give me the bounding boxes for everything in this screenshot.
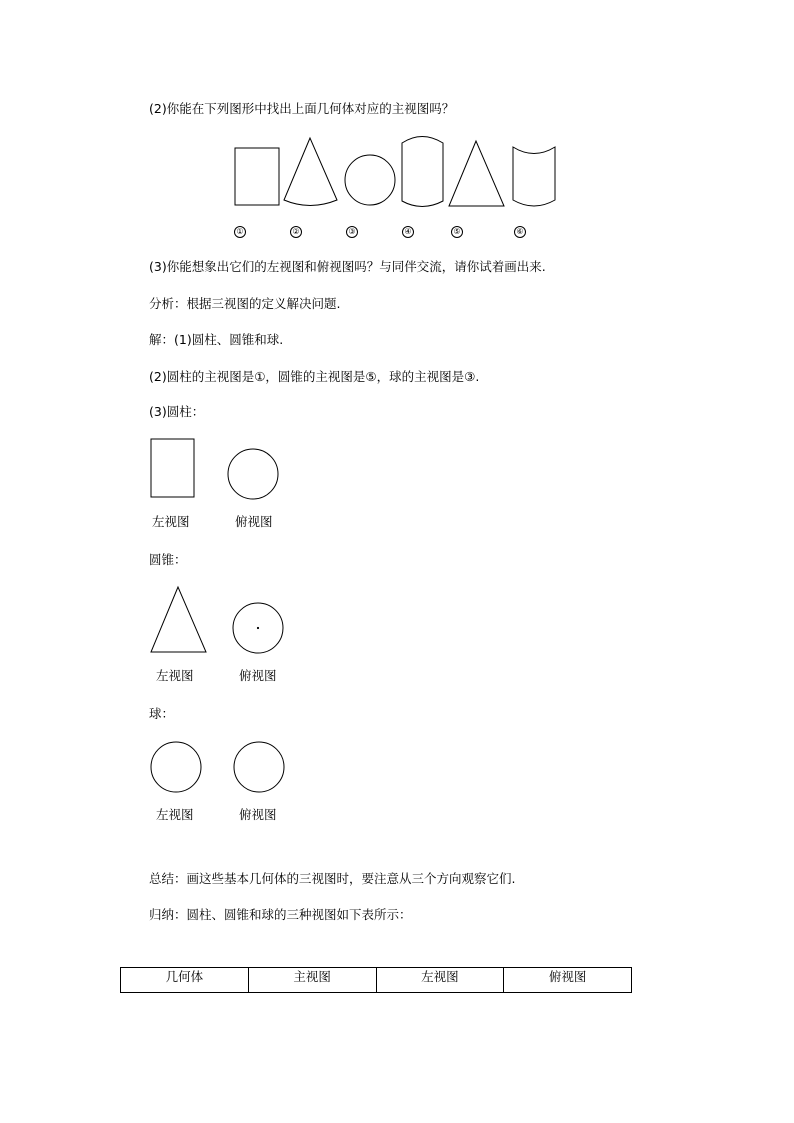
sphere-top-label: 俯视图 — [239, 807, 277, 822]
analysis: 分析：根据三视图的定义解决问题. — [149, 296, 341, 311]
solution-2: (2)圆柱的主视图是①，圆锥的主视图是⑤，球的主视图是③. — [149, 369, 480, 384]
table-header-front-view: 主视图 — [248, 968, 376, 993]
shape-number-1: ① — [234, 226, 246, 238]
cone-left-view — [151, 587, 206, 652]
sphere-left-view — [151, 742, 201, 792]
cone-heading: 圆锥： — [149, 552, 187, 567]
table-header-left-view: 左视图 — [376, 968, 504, 993]
cylinder-top-view — [228, 449, 278, 499]
summary: 总结：画这些基本几何体的三视图时，要注意从三个方向观察它们. — [149, 871, 516, 886]
cone-top-label: 俯视图 — [239, 668, 277, 683]
table-header-row — [121, 968, 632, 993]
cone-left-label: 左视图 — [156, 668, 194, 683]
shape-4-cylinder — [402, 137, 443, 207]
shape-number-3: ③ — [346, 226, 358, 238]
shape-number-4: ④ — [402, 226, 414, 238]
table-header-top-view: 俯视图 — [504, 968, 632, 993]
sphere-top-view — [234, 742, 284, 792]
sphere-left-label: 左视图 — [156, 807, 194, 822]
cylinder-top-label: 俯视图 — [235, 514, 273, 529]
shape-number-2: ② — [290, 226, 302, 238]
shape-6-open-cylinder — [513, 147, 555, 206]
cylinder-left-label: 左视图 — [152, 514, 190, 529]
sphere-heading: 球： — [149, 706, 175, 721]
cone-top-view-center — [257, 627, 258, 628]
shape-5-triangle — [449, 141, 504, 206]
question-3: (3)你能想象出它们的左视图和俯视图吗？与同伴交流，请你试着画出来. — [149, 259, 546, 274]
shape-number-5: ⑤ — [451, 226, 463, 238]
views-table — [120, 967, 632, 993]
induction: 归纳：圆柱、圆锥和球的三种视图如下表所示： — [149, 907, 412, 922]
shape-1-rectangle — [235, 148, 279, 205]
shape-number-6: ⑥ — [514, 226, 526, 238]
shape-2-cone-sector — [284, 138, 337, 206]
table-header-solid: 几何体 — [121, 968, 249, 993]
cylinder-left-view — [151, 439, 194, 497]
question-2: (2)你能在下列图形中找出上面几何体对应的主视图吗？ — [149, 101, 455, 116]
shape-3-circle — [345, 155, 395, 205]
solution-1: 解：(1)圆柱、圆锥和球. — [149, 332, 284, 347]
solution-3: (3)圆柱： — [149, 404, 205, 419]
